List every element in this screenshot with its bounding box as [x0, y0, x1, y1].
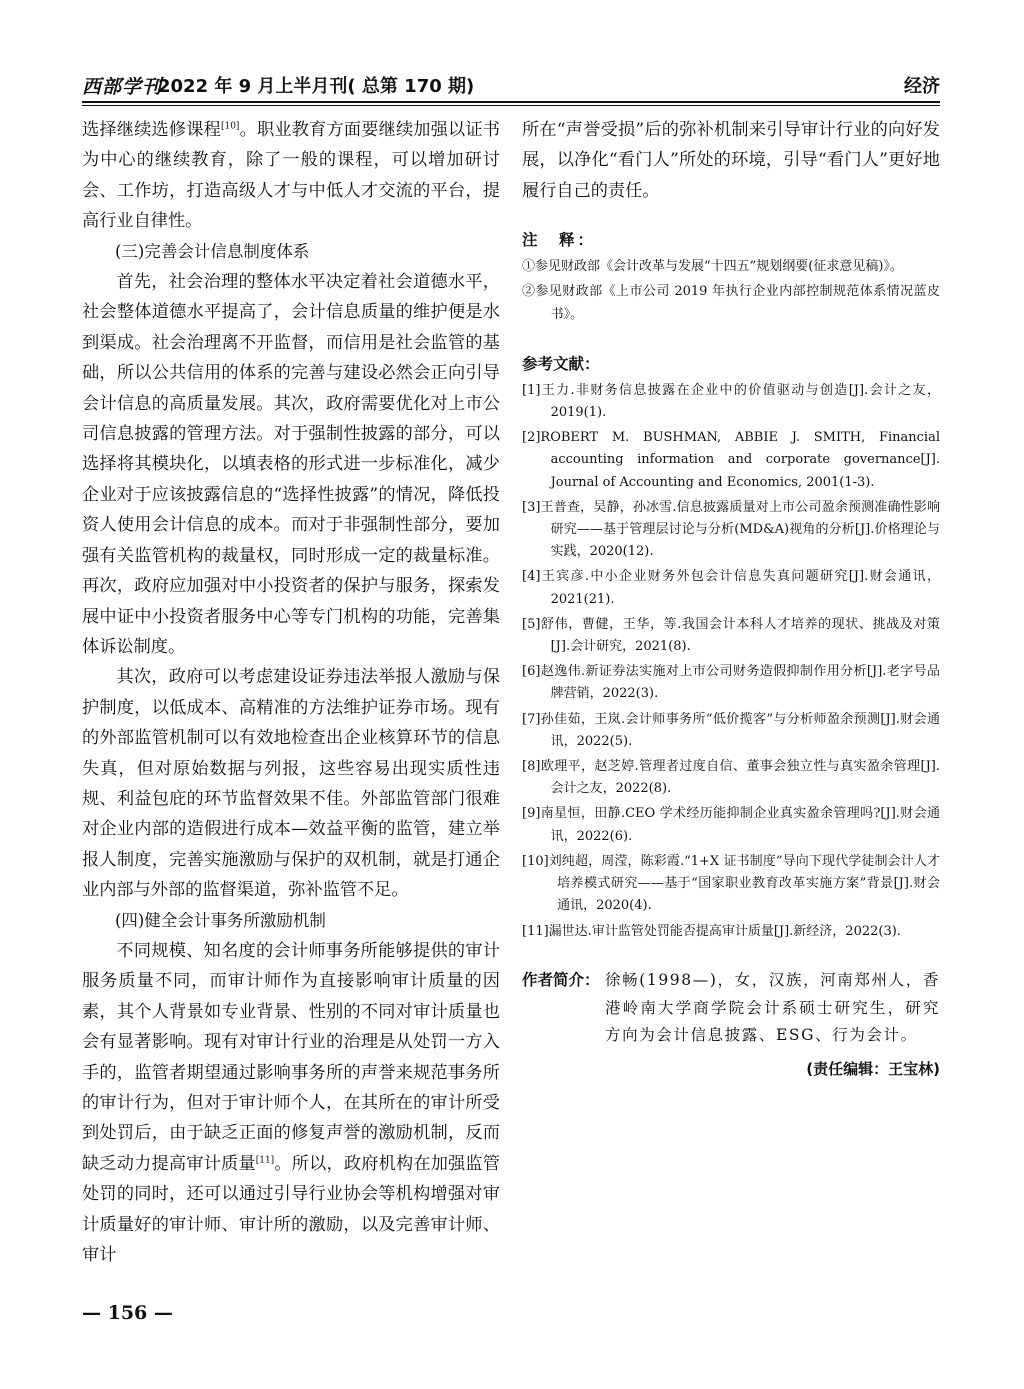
reference-item: [3]王普查，吴静，孙冰雪.信息披露质量对上市公司盈余预测准确性影响研究——基于管理层讨论与分析(MD&A)视角的分析[J].价格理论与实践，2020(12).	[522, 499, 940, 560]
references-title: 参考文献：	[522, 354, 600, 373]
reference-item: [1]王力.非财务信息披露在企业中的价值驱动与创造[J].会计之友，2019(1).	[522, 382, 940, 421]
reference-item: [11]漏世达.审计监管处罚能否提高审计质量[J].新经济，2022(3).	[522, 923, 901, 939]
subheading-4: (四)健全会计事务所激励机制	[115, 910, 326, 930]
header-rule-thin	[82, 105, 940, 106]
reference-item: [10]刘纯超，周滢，陈彩霞.“1+X 证书制度”导向下现代学徒制会计人才培养模式研究——基于“国家职业教育改革实施方案”背景[J].财会通讯，2020(4).	[522, 853, 940, 914]
right-column	[522, 115, 940, 1079]
paragraph-text: 。所以，政府机构在加强监管处罚的同时，还可以通过引导行业协会等机构增强对审计质量好的审计师、审计所的激励，以及完善审计师、审计	[82, 1153, 500, 1266]
reference-item: [4]王宾彦.中小企业财务外包会计信息失真问题研究[J].财会通讯，2021(21).	[522, 569, 940, 607]
reference-item: [6]赵逸伟.新证券法实施对上市公司财务造假抑制作用分析[J].老字号品牌营销，2022(3).	[522, 664, 940, 702]
left-column	[82, 115, 500, 1270]
subheading-3: (三)完善会计信息制度体系	[115, 241, 310, 261]
author-bio	[522, 967, 940, 1050]
citation: [11]	[255, 1155, 275, 1166]
author-bio-text: 徐畅(1998—)，女，汉族，河南郑州人，香港岭南大学商学院会计系硕士研究生，研究方向为会计信息披露、ESG、行为会计。	[605, 970, 940, 1045]
paragraph: 其次，政府可以考虑建设证券违法举报人激励与保护制度，以低成本、高精准的方法维护证券市场。现有的外部监管机制可以有效地检查出企业核算环节的信息失真，但对原始数据与列报，这些容易出现实质性违规、利益包庇的环节监督效果不佳。外部监管部门很难对企业内部的造假进行成本—效益平衡的监管，建立举报人制度，完善实施激励与保护的双机制，就是打通企业内部与外部的监督渠道，弥补监管不足。	[82, 667, 500, 901]
paragraph-text: 。职业教育方面要继续加强以证书为中心的继续教育，除了一般的课程，可以增加研讨会、工作坊，打造高级人才与中低人才交流的平台，提高行业自律性。	[82, 120, 500, 232]
running-header	[82, 70, 940, 98]
paragraph-continued	[82, 115, 500, 237]
reference-item: [7]孙佳茹，王岚.会计师事务所“低价揽客”与分析师盈余预测[J].财会通讯，2022(5).	[522, 711, 940, 749]
section-name: 经济	[904, 76, 940, 97]
reference-item: [8]欧理平，赵芝婷.管理者过度自信、董事会独立性与真实盈余管理[J].会计之友，2022(8).	[522, 759, 940, 797]
author-bio-label: 作者简介：	[522, 970, 600, 989]
citation: [10]	[220, 121, 240, 132]
header-rule-thick	[82, 101, 940, 103]
reference-item: [2]ROBERT M. BUSHMAN, ABBIE J. SMITH, Financial accounting information and corporate governance[J]. Journal of Accounting and Economics, 2001(1-3).	[522, 430, 940, 490]
page-number: — 156 —	[82, 1302, 173, 1324]
responsible-editor: (责任编辑：王宝林)	[806, 1060, 940, 1079]
note-item: ①参见财政部《会计改革与发展“十四五”规划纲要(征求意见稿)》。	[522, 259, 903, 275]
notes-title: 注 释：	[522, 231, 597, 250]
issue-info: 2022 年 9 月上半月刊( 总第 170 期)	[158, 76, 475, 97]
paragraph-continued: 所在“声誉受损”后的弥补机制来引导审计行业的向好发展，以净化“看门人”所处的环境，引导“看门人”更好地履行自己的责任。	[522, 120, 940, 201]
reference-item: [5]舒伟，曹健，王华，等.我国会计本科人才培养的现状、挑战及对策[J].会计研究，2021(8).	[522, 616, 940, 655]
reference-item: [9]南星恒，田静.CEO 学术经历能抑制企业真实盈余管理吗?[J].财会通讯，2022(6).	[522, 806, 940, 844]
journal-logo: 西部学刊	[82, 76, 163, 98]
paragraph-text: 不同规模、知名度的会计师事务所能够提供的审计服务质量不同，而审计师作为直接影响审计质量的因素，其个人背景如专业背景、性别的不同对审计质量也会有显著影响。现有对审计行业的治理是从处罚一方入手的，监管者期望通过影响事务所的声誉来规范事务所的审计行为，但对于审计师个人，在其所在的审计所受到处罚后，由于缺乏正面的修复声誉的激励机制，反而缺乏动力提高审计质量	[82, 940, 500, 1174]
paragraph: 首先，社会治理的整体水平决定着社会道德水平，社会整体道德水平提高了，会计信息质量的维护便是水到渠成。社会治理离不开监督，而信用是社会监管的基础，所以公共信用的体系的完善与建设必然会正向引导会计信息的高质量发展。其次，政府需要优化对上市公司信息披露的管理方法。对于强制性披露的部分，可以选择将其模块化，以填表格的形式进一步标准化，减少企业对于应该披露信息的“选择性披露”的情况，降低投资人使用会计信息的成本。而对于非强制性部分，要加强有关监管机构的裁量权，同时形成一定的裁量标准。再次，政府应加强对中小投资者的保护与服务，探索发展中证中小投资者服务中心等专门机构的功能，完善集体诉讼制度。	[82, 272, 500, 657]
paragraph-text: 选择继续选修课程	[82, 120, 221, 140]
paragraph	[82, 936, 500, 1270]
note-item: ②参见财政部《上市公司 2019 年执行企业内部控制规范体系情况蓝皮书》。	[522, 284, 940, 322]
